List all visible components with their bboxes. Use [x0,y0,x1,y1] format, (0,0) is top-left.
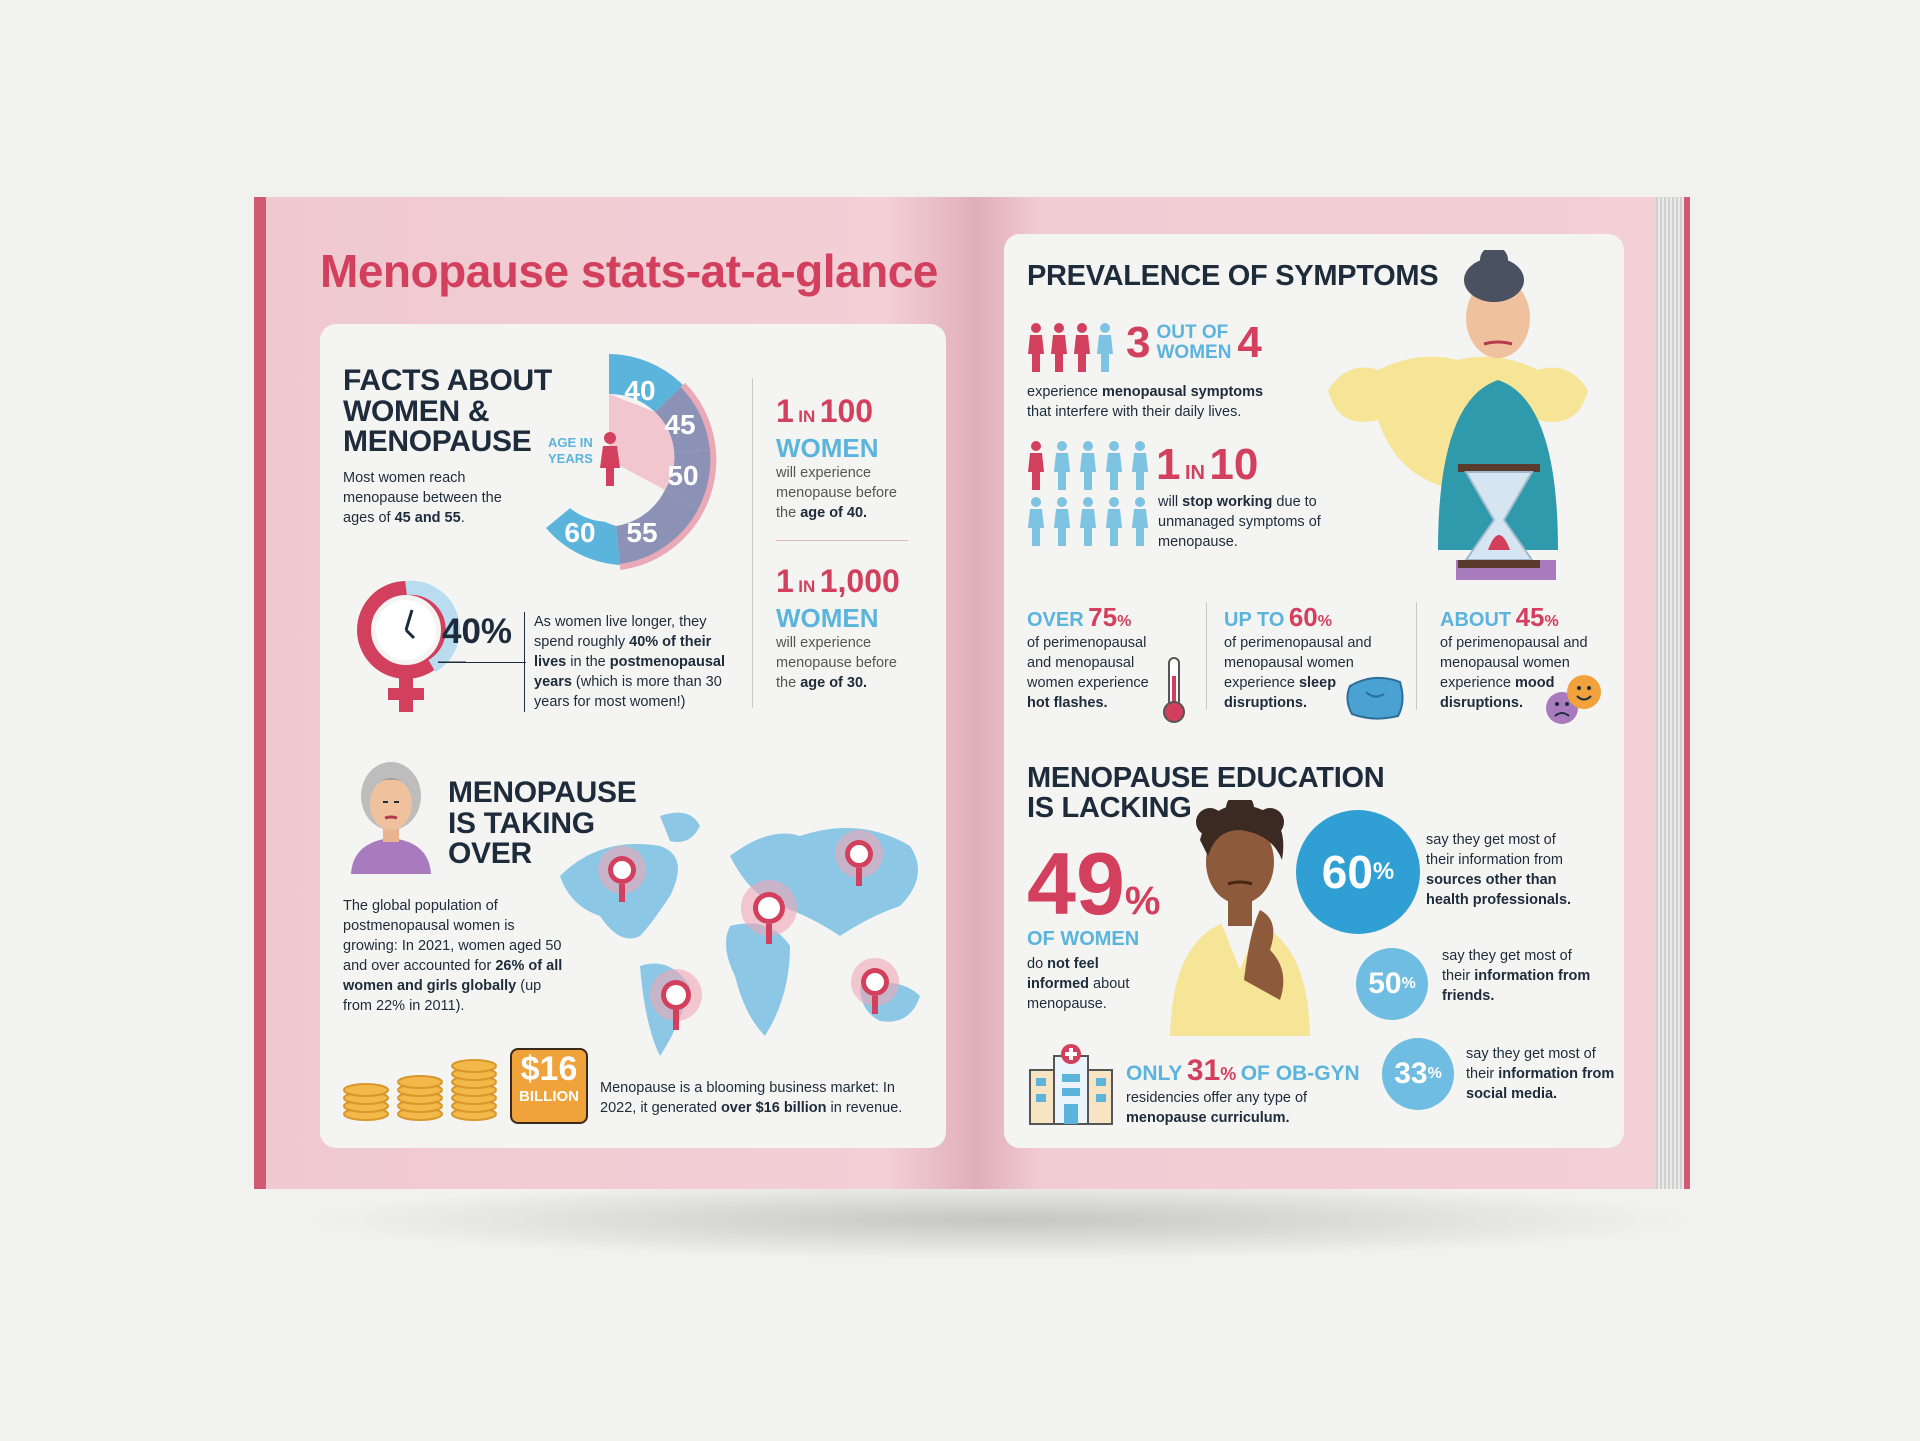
bubble-value: 50 [1368,967,1402,1000]
stat-in: IN [798,577,816,596]
one-in-100-stat [776,393,916,523]
sixty-percent-bubble [1296,810,1420,934]
facts-heading [343,366,552,458]
older-woman-illustration [343,760,439,874]
forty-nine-unit: OF WOMEN [1027,928,1140,950]
badge-unit: BILLION [519,1088,579,1105]
forty-nine-text [1027,954,1139,1014]
stat-number: 1,000 [819,563,900,599]
heading-line: OVER [448,837,532,871]
text-bold: sources other than health professionals. [1426,872,1572,908]
stat-unit: WOMEN [776,603,879,633]
world-map [540,796,940,1066]
one-in-ten-stat [1156,440,1258,490]
facts-text [343,468,523,528]
facts-heading-line: WOMEN & [343,394,490,428]
stat-number: 100 [819,393,874,429]
stat-number: 4 [1237,318,1262,367]
three-of-four-stat [1126,318,1262,368]
badge-value: $16 [520,1050,578,1088]
stat-mid-line: WOMEN [1156,342,1232,363]
text-bold: mood disruptions. [1440,675,1555,711]
age-label-line: YEARS [548,451,593,466]
mood-faces-icon [1544,672,1604,728]
text-part: do [1027,956,1048,972]
sixteen-billion-badge [510,1048,588,1124]
text-bold: not feel informed [1027,956,1099,992]
text-part: experience [1027,384,1102,400]
forty-percent-value: 40% [442,612,513,651]
thermometer-icon [1160,656,1188,724]
coin-stacks-icon [342,1050,502,1122]
stat-number: 1 [1156,440,1181,489]
stat-suffix: OF OB-GYN [1240,1062,1360,1085]
one-in-100-text [776,463,916,523]
stat-number: 3 [1126,318,1151,367]
sixty-percent-text [1426,830,1586,910]
taking-over-text [343,896,567,1016]
book-cover-edge-left [254,197,266,1189]
hourglass-top [1458,464,1540,472]
stat-text-bold: age of 30. [800,675,868,691]
text-part: in the [566,654,610,670]
three-of-four-people-icons [1027,322,1119,374]
facts-heading-line: FACTS ABOUT [343,364,552,397]
prevalence-heading: PREVALENCE OF SYMPTOMS [1027,260,1439,292]
text-bold: sleep disruptions. [1224,675,1337,711]
pillow-icon [1344,672,1406,722]
text-bold: over $16 billion [720,1100,827,1116]
column-divider [752,378,753,708]
forty-percent-divider [524,612,525,712]
one-in-ten-people-icons [1027,440,1149,552]
stat-in: IN [1184,462,1205,484]
text-bold: menopause curriculum. [1126,1110,1290,1126]
text-bold: 26% of all women and girls globally [343,958,563,994]
text-part: say they get most of their [1442,948,1572,984]
text-bold: information from social media. [1466,1066,1615,1102]
text-bold: hot flashes. [1027,695,1108,711]
text-part: of perimenopausal and menopausal women experience [1224,635,1372,691]
hourglass-bottom [1458,560,1540,568]
text-bold: stop working [1182,494,1273,510]
stat-unit: WOMEN [776,433,879,463]
obgyn-text [1126,1088,1346,1128]
text-part: due to unmanaged symptoms of menopause. [1158,494,1321,550]
text-bold: menopausal symptoms [1101,384,1264,400]
one-in-ten-text [1158,492,1338,552]
stat-pct: % [1124,879,1161,923]
facts-text-part: . [460,510,465,526]
bubble-pct: % [1401,975,1416,992]
stat-prefix: ONLY [1126,1062,1183,1085]
business-text [600,1078,920,1118]
fifty-percent-bubble [1356,948,1428,1020]
fifty-percent-text [1442,946,1592,1006]
bubble-pct: % [1427,1065,1442,1082]
text-part: Menopause is a blooming business market: In 2022, it generated [600,1080,895,1116]
stat-number: 1 [776,393,794,429]
page-title: Menopause stats-at-a-glance [320,245,938,297]
text-part: The global population of postmenopausal women is growing: In 2021, women aged 50 and over accounted for [343,898,562,974]
stat-divider [776,540,908,541]
age-label-40: 40 [624,375,656,406]
text-part: As women live longer, they spend roughly [534,614,707,650]
facts-text-part: Most women reach menopause between the ages of [343,470,502,526]
text-part: residencies offer any type of [1126,1090,1308,1106]
obgyn-stat [1126,1054,1360,1088]
stat-value: 49 [1027,834,1125,933]
text-part: in revenue. [826,1100,903,1116]
stat-pct: % [1220,1064,1237,1084]
book-shadow [300,1180,1700,1260]
stat-pct: % [1317,613,1332,630]
thirty-three-percent-text [1466,1044,1616,1104]
stat-prefix: UP TO [1224,609,1285,631]
stat-number: 1 [776,563,794,599]
text-part: say they get most of their [1466,1046,1596,1082]
woman-icon-head [604,432,616,444]
stat-number: 10 [1209,440,1259,489]
age-label-50: 50 [667,460,699,491]
thinking-woman-illustration [1160,800,1320,1036]
callout-line [438,662,526,663]
africa-shape [726,924,790,1037]
text-bold: 40% of their lives [534,634,712,670]
stat-text: will experience menopause before the [776,635,897,691]
text-part: of perimenopausal and menopausal women experience [1440,635,1588,691]
text-bold: postmenopausal years [534,654,725,690]
age-label-55: 55 [626,517,658,548]
greenland-shape [660,813,700,842]
heading-line: MENOPAUSE EDUCATION [1027,762,1385,794]
stat-divider [1206,602,1207,710]
stat-divider [1416,602,1417,710]
facts-text-bold: 45 and 55 [394,510,461,526]
bubble-value: 33 [1394,1057,1428,1090]
text-part: about menopause. [1027,976,1130,1012]
age-label-60: 60 [564,517,596,548]
stat-value: 45 [1515,602,1545,632]
stat-mid-line: OUT OF [1156,322,1229,343]
stat-prefix: ABOUT [1440,609,1512,631]
forty-nine-stat [1027,834,1161,933]
thirty-three-percent-bubble [1382,1038,1454,1110]
hospital-icon [1026,1044,1116,1126]
text-part: (up from 22% in 2011). [343,978,542,1014]
age-label-45: 45 [664,409,696,440]
three-of-four-text [1027,382,1287,422]
stat-text: will experience menopause before the [776,465,897,521]
one-in-1000-text [776,633,916,693]
text-part: say they get most of their information from [1426,832,1563,868]
bubble-value: 60 [1321,846,1373,898]
heading-line: IS TAKING [448,806,595,840]
age-in-years-label [548,435,593,467]
stat-value: 31 [1186,1054,1221,1087]
stat-pct: % [1117,613,1132,630]
woman-hourglass-illustration [1308,250,1608,580]
facts-heading-line: MENOPAUSE [343,425,532,459]
stat-text-bold: age of 40. [800,505,868,521]
text-part: of perimenopausal and menopausal women experience [1027,635,1149,691]
text-part: will [1158,494,1183,510]
page-edges [1656,197,1684,1189]
heading-line: IS LACKING [1027,791,1192,824]
book-cover-edge-right [1684,197,1690,1189]
stat-pct: % [1544,613,1559,630]
stat-mid [1156,323,1231,363]
forty-percent-text [534,612,734,712]
stat-value: 60 [1288,602,1318,632]
text-part: (which is more than 30 years for most women!) [534,674,722,710]
one-in-1000-stat [776,563,916,693]
stat-prefix: OVER [1027,609,1084,631]
stat-value: 75 [1088,602,1118,632]
age-label-line: AGE IN [548,435,593,450]
heading-line: MENOPAUSE [448,776,637,809]
bubble-pct: % [1372,858,1395,885]
text-bold: information from friends. [1442,968,1591,1004]
text-part: that interfere with their daily lives. [1027,404,1242,420]
stat-in: IN [798,407,816,426]
